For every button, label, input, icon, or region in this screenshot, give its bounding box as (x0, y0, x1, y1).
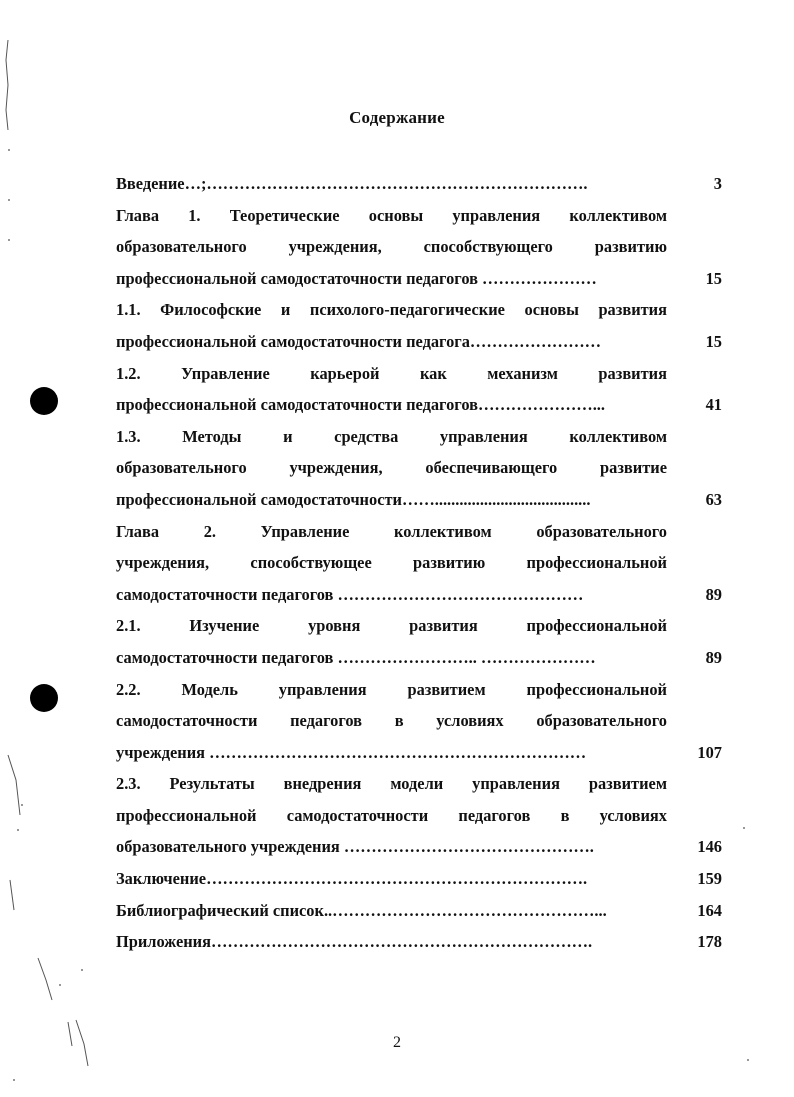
toc-entry-text: Заключение……………………………………………………………. (116, 869, 588, 889)
toc-entry-text: 1.3. Методы и средства управления коллективом (116, 426, 667, 446)
toc-entry (116, 294, 722, 357)
toc-entry-line (116, 705, 722, 737)
toc-entry-text: профессиональной самодостаточности педагога…………………… (116, 331, 602, 351)
toc-entry (116, 358, 722, 421)
toc-entry-page: 89 (705, 647, 722, 667)
toc-entry-line (116, 895, 722, 927)
toc-entry-text: профессиональной самодостаточности педагогов ………………… (116, 268, 597, 288)
toc-entry-line (116, 358, 722, 390)
toc-entry-line (116, 516, 722, 548)
toc-entry-line (116, 800, 722, 832)
toc-entry (116, 895, 722, 927)
toc-entry-page: 164 (697, 900, 722, 920)
page-number: 2 (393, 1034, 401, 1051)
page-title: Содержание (349, 108, 445, 127)
toc-entry-line (116, 231, 722, 263)
toc-entry-page: 178 (697, 932, 722, 952)
toc-entry-page: 159 (697, 869, 722, 889)
toc-entry-text: профессиональной самодостаточности педагогов…………………... (116, 395, 605, 415)
toc-entry-line (116, 610, 722, 642)
toc-entry-text: образовательного учреждения ………………………………………. (116, 837, 594, 857)
toc-entry-line (116, 579, 722, 611)
toc-entry-line (116, 263, 722, 295)
toc-entry-page: 41 (705, 395, 722, 415)
table-of-contents (116, 168, 722, 958)
toc-entry (116, 516, 722, 611)
toc-entry-text: учреждения, способствующее развитию профессиональной (116, 553, 667, 573)
toc-entry-text: 1.2. Управление карьерой как механизм развития (116, 363, 667, 383)
toc-entry-line (116, 926, 722, 958)
toc-entry-text: профессиональной самодостаточности……...................................... (116, 489, 591, 509)
toc-entry-line (116, 484, 722, 516)
punch-hole-top (30, 387, 58, 415)
toc-entry-line (116, 200, 722, 232)
toc-entry-page: 107 (697, 742, 722, 762)
toc-entry-text: Библиографический список..…………………………………………... (116, 900, 607, 920)
toc-entry (116, 926, 722, 958)
toc-entry-line (116, 737, 722, 769)
toc-entry-line (116, 863, 722, 895)
toc-entry (116, 863, 722, 895)
toc-entry-text: Глава 2. Управление коллективом образовательного (116, 521, 667, 541)
toc-entry-page: 15 (705, 331, 722, 351)
toc-entry-line (116, 452, 722, 484)
toc-entry-line (116, 768, 722, 800)
toc-entry-text: самодостаточности педагогов …………………….. ………………… (116, 647, 596, 667)
toc-entry-page: 3 (713, 174, 722, 193)
toc-entry (116, 421, 722, 516)
toc-entry-text: Введение…;……………………………………………………………. (116, 174, 588, 193)
toc-entry (116, 768, 722, 863)
punch-hole-bottom (30, 684, 58, 712)
toc-entry-page: 15 (705, 268, 722, 288)
toc-entry-text: 2.1. Изучение уровня развития профессиональной (116, 616, 667, 636)
toc-entry-text: 2.3. Результаты внедрения модели управления развитием (116, 774, 667, 794)
toc-entry-line (116, 831, 722, 863)
toc-entry (116, 200, 722, 295)
toc-entry (116, 610, 722, 673)
toc-entry-line (116, 294, 722, 326)
toc-entry-line (116, 326, 722, 358)
toc-entry-line (116, 389, 722, 421)
toc-entry (116, 674, 722, 769)
toc-entry-text: профессиональной самодостаточности педагогов в условиях (116, 805, 667, 825)
toc-entry-text: 2.2. Модель управления развитием профессиональной (116, 679, 667, 699)
toc-entry (116, 168, 722, 200)
toc-entry-text: Приложения……………………………………………………………. (116, 932, 593, 952)
toc-entry-line (116, 674, 722, 706)
toc-entry-text: 1.1. Философские и психолого-педагогические основы развития (116, 300, 667, 320)
toc-entry-text: учреждения …………………………………………………………… (116, 742, 587, 762)
toc-entry-line (116, 168, 722, 200)
toc-entry-page: 63 (705, 489, 722, 509)
toc-entry-text: Глава 1. Теоретические основы управления коллективом (116, 205, 667, 225)
toc-entry-page: 89 (705, 584, 722, 604)
toc-entry-line (116, 547, 722, 579)
toc-entry-page: 146 (697, 837, 722, 857)
toc-entry-line (116, 642, 722, 674)
toc-entry-text: самодостаточности педагогов в условиях образовательного (116, 711, 667, 731)
toc-entry-text: образовательного учреждения, обеспечивающего развитие (116, 458, 667, 478)
toc-entry-text: самодостаточности педагогов ……………………………………… (116, 584, 584, 604)
toc-entry-text: образовательного учреждения, способствующего развитию (116, 237, 667, 257)
toc-entry-line (116, 421, 722, 453)
